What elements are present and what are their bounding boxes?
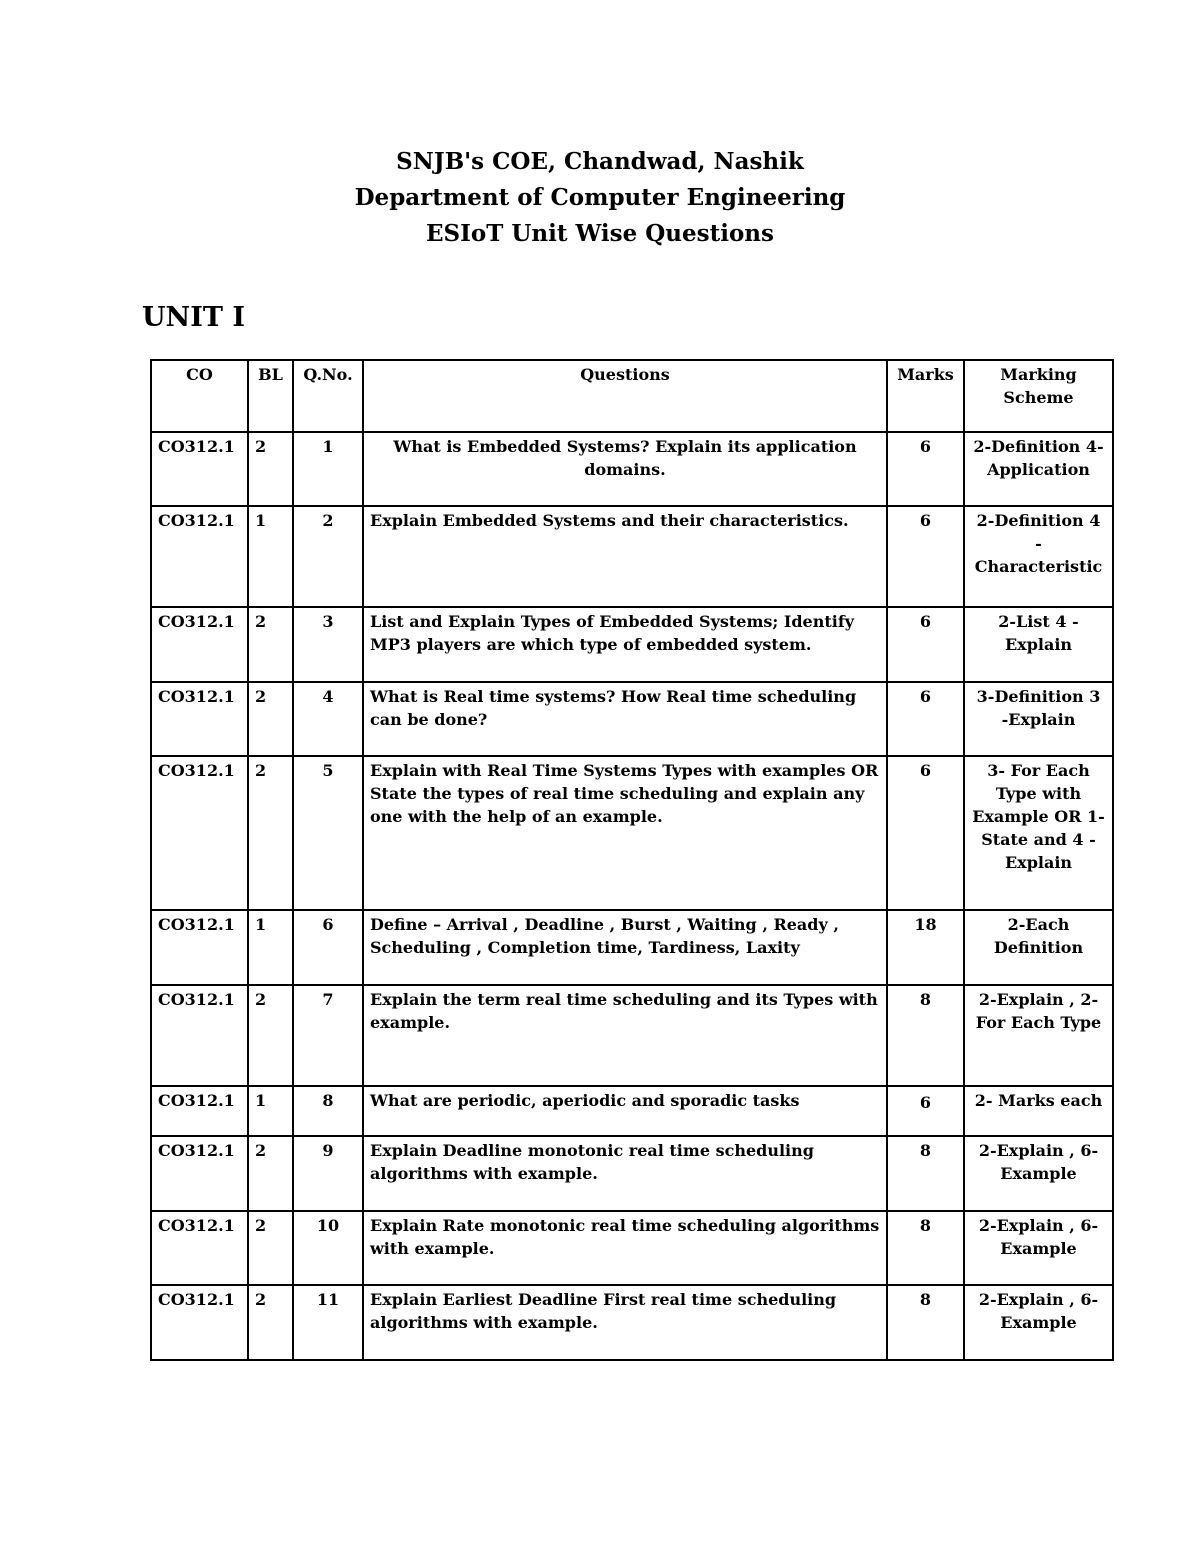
- cell-qno: 5: [293, 756, 363, 910]
- cell-question: Explain Deadline monotonic real time scheduling algorithms with example.: [363, 1136, 887, 1211]
- cell-scheme: 2-Explain , 6- Example: [964, 1136, 1113, 1211]
- cell-co: CO312.1: [151, 756, 248, 910]
- cell-scheme: 2-Explain , 6- Example: [964, 1211, 1113, 1285]
- department-name: Department of Computer Engineering: [354, 184, 846, 211]
- cell-scheme: 2-Definition 4-Application: [964, 432, 1113, 506]
- table-header-row: [151, 360, 1113, 432]
- table-row: [151, 1086, 1113, 1136]
- cell-question: What is Embedded Systems? Explain its application domains.: [363, 432, 887, 506]
- column-header-bl: BL: [248, 360, 293, 432]
- cell-co: CO312.1: [151, 1285, 248, 1360]
- cell-question: Explain Embedded Systems and their characteristics.: [363, 506, 887, 607]
- table-row: [151, 985, 1113, 1086]
- cell-marks: 8: [887, 985, 964, 1086]
- cell-marks: 8: [887, 1136, 964, 1211]
- cell-bl: 2: [248, 756, 293, 910]
- document-title: ESIoT Unit Wise Questions: [426, 220, 774, 247]
- cell-qno: 6: [293, 910, 363, 985]
- cell-bl: 2: [248, 1285, 293, 1360]
- cell-scheme: 2- Marks each: [964, 1086, 1113, 1136]
- table-row: [151, 682, 1113, 756]
- unit-heading: UNIT I: [142, 302, 245, 333]
- cell-bl: 2: [248, 1211, 293, 1285]
- cell-marks: 6: [887, 432, 964, 506]
- cell-marks: 6: [887, 756, 964, 910]
- cell-co: CO312.1: [151, 985, 248, 1086]
- cell-scheme: 2-List 4 - Explain: [964, 607, 1113, 682]
- cell-marks: 8: [887, 1211, 964, 1285]
- document-header: [0, 144, 1200, 252]
- column-header-co: CO: [151, 360, 248, 432]
- cell-marks: 18: [887, 910, 964, 985]
- column-header-qno: Q.No.: [293, 360, 363, 432]
- cell-qno: 8: [293, 1086, 363, 1136]
- column-header-questions: Questions: [363, 360, 887, 432]
- cell-qno: 7: [293, 985, 363, 1086]
- cell-co: CO312.1: [151, 506, 248, 607]
- cell-scheme: 2-Explain , 2- For Each Type: [964, 985, 1113, 1086]
- cell-question: Explain with Real Time Systems Types with examples OR State the types of real time scheduling and explain any one with the help of an example.: [363, 756, 887, 910]
- cell-question: List and Explain Types of Embedded Systems; Identify MP3 players are which type of embedded system.: [363, 607, 887, 682]
- cell-bl: 2: [248, 985, 293, 1086]
- cell-co: CO312.1: [151, 682, 248, 756]
- cell-co: CO312.1: [151, 1136, 248, 1211]
- column-header-marking-scheme: Marking Scheme: [964, 360, 1113, 432]
- cell-question: Explain the term real time scheduling and its Types with example.: [363, 985, 887, 1086]
- cell-scheme: 2-Each Definition: [964, 910, 1113, 985]
- cell-question: Explain Rate monotonic real time scheduling algorithms with example.: [363, 1211, 887, 1285]
- table-row: [151, 506, 1113, 607]
- cell-scheme: 2-Explain , 6- Example: [964, 1285, 1113, 1360]
- cell-qno: 3: [293, 607, 363, 682]
- table-row: [151, 1211, 1113, 1285]
- cell-qno: 4: [293, 682, 363, 756]
- cell-bl: 1: [248, 1086, 293, 1136]
- table-row: [151, 756, 1113, 910]
- cell-marks: 6: [887, 506, 964, 607]
- cell-scheme: 2-Definition 4 - Characteristic: [964, 506, 1113, 607]
- cell-scheme: 3- For Each Type with Example OR 1-State and 4 - Explain: [964, 756, 1113, 910]
- cell-bl: 2: [248, 607, 293, 682]
- column-header-marks: Marks: [887, 360, 964, 432]
- cell-co: CO312.1: [151, 432, 248, 506]
- table-row: [151, 432, 1113, 506]
- cell-bl: 1: [248, 910, 293, 985]
- cell-question: What is Real time systems? How Real time scheduling can be done?: [363, 682, 887, 756]
- cell-qno: 2: [293, 506, 363, 607]
- table-row: [151, 607, 1113, 682]
- cell-co: CO312.1: [151, 1086, 248, 1136]
- cell-bl: 1: [248, 506, 293, 607]
- cell-question: What are periodic, aperiodic and sporadic tasks: [363, 1086, 887, 1136]
- cell-marks: 6: [887, 607, 964, 682]
- cell-marks: 6: [887, 682, 964, 756]
- cell-qno: 10: [293, 1211, 363, 1285]
- cell-qno: 1: [293, 432, 363, 506]
- cell-marks: 6: [887, 1086, 964, 1136]
- table-row: [151, 910, 1113, 985]
- cell-scheme: 3-Definition 3 -Explain: [964, 682, 1113, 756]
- cell-co: CO312.1: [151, 910, 248, 985]
- cell-qno: 9: [293, 1136, 363, 1211]
- cell-marks: 8: [887, 1285, 964, 1360]
- questions-table: [150, 359, 1114, 1361]
- cell-question: Define – Arrival , Deadline , Burst , Waiting , Ready , Scheduling , Completion time, Tardiness, Laxity: [363, 910, 887, 985]
- cell-bl: 2: [248, 432, 293, 506]
- cell-question: Explain Earliest Deadline First real time scheduling algorithms with example.: [363, 1285, 887, 1360]
- cell-bl: 2: [248, 682, 293, 756]
- college-name: SNJB's COE, Chandwad, Nashik: [396, 148, 804, 175]
- cell-bl: 2: [248, 1136, 293, 1211]
- cell-co: CO312.1: [151, 1211, 248, 1285]
- table-row: [151, 1136, 1113, 1211]
- table-row: [151, 1285, 1113, 1360]
- cell-co: CO312.1: [151, 607, 248, 682]
- cell-qno: 11: [293, 1285, 363, 1360]
